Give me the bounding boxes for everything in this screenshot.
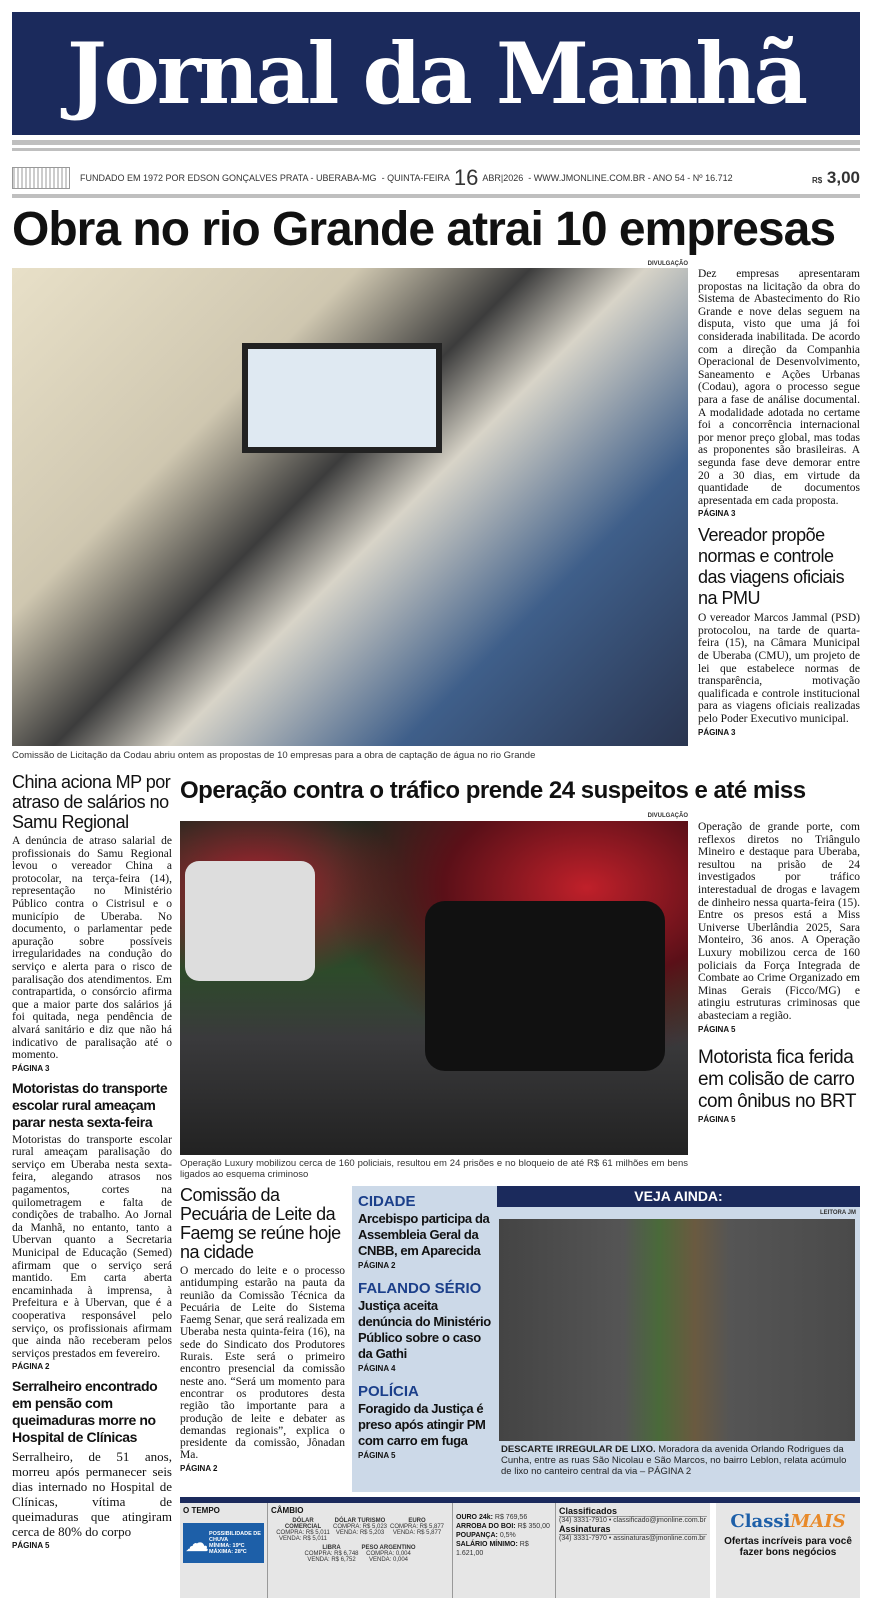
exchange-rate: DÓLAR COMERCIAL COMPRA: R$ 5,011 VENDA: R$ 5,011	[276, 1518, 330, 1542]
photo-credit: LEITORA JM	[819, 1210, 856, 1216]
lead-photo[interactable]	[12, 268, 688, 746]
operacao-caption: Operação Luxury mobilizou cerca de 160 policiais, resultou em 24 prisões e no bloqueio de até R$ 61 milhões em bens ligados ao esquema criminoso	[180, 1158, 688, 1180]
classificados-contact[interactable]: (34) 3331-7910 • classificado@jmonline.com.br	[559, 1517, 706, 1524]
veja-ainda	[497, 1186, 860, 1492]
operacao-story	[698, 821, 860, 1125]
lead-body: Dez empresas apresentaram propostas na licitação da obra do Sistema de Abastecimento do Rio Grande e nove delas seguem na disputa, visto que uma já foi considerada inabilitada. De acordo com a direção da Companhia Operacional de Desenvolvimento, Saneamento e Ações Urbanas (Codau), agora o processo segue para a fase de análise documental. A modalidade adotada no certame foi a concorrência internacional por menor preço global, mas todas as proponentes são brasileiras. A segunda fase deve demorar entre 20 a 30 dias, em virtude da quantidade de documentos apresentada em cada proposta.	[698, 268, 860, 507]
operacao-photo[interactable]	[180, 821, 688, 1155]
lead-headline[interactable]: Obra no rio Grande atrai 10 empresas	[12, 203, 836, 256]
vereador-headline[interactable]: Vereador propõe normas e controle das viagens oficiais na PMU	[698, 525, 845, 609]
rain-cloud-icon: ☁	[185, 1529, 209, 1557]
serralheiro-body: Serralheiro, de 51 anos, morreu após permanecer seis dias internado no Hospital de Clínicas, vítima de queimaduras que atingiram cerca de 80% do corpo	[12, 1449, 172, 1540]
motoristas-headline[interactable]: Motoristas do transporte escolar rural ameaçam parar nesta sexta-feira	[12, 1079, 168, 1130]
china-headline[interactable]: China aciona MP por atraso de salários no Samu Regional	[12, 772, 171, 832]
vereador-body: O vereador Marcos Jammal (PSD) protocolou, na tarde de quarta-feira (15), na Câmara Municipal de Uberaba (CMU), um projeto de lei que estabelece normas de transparência, motivação qualificada e controle institucional para as viagens oficiais realizadas pelo Poder Executivo municipal.	[698, 612, 860, 726]
china-body: A denúncia de atraso salarial de profissionais do Samu Regional levou o vereador China a protocolar, na terça-feira (14), representação no Ministério Público contra o Cistrisul e o município de Uberaba. No documento, o parlamentar pede apuração sobre possíveis irregularidades na condução do serviço e alerta para o risco de paralisação dos atendimentos. Em contrapartida, o consórcio afirma que a maior parte dos salários já foi quitada, nega pendência de alvará sanitário e diz que não há indicativo de paralisação até o momento.	[12, 835, 172, 1062]
exchange-rate: EURO COMPRA: R$ 5,877 VENDA: R$ 5,877	[389, 1518, 445, 1536]
divider	[12, 140, 860, 145]
operacao-headline[interactable]: Operação contra o tráfico prende 24 suspeitos e até miss	[180, 777, 806, 804]
footer	[180, 1503, 710, 1598]
lead-story	[698, 268, 860, 738]
page-ref[interactable]: PÁGINA 3	[698, 727, 736, 737]
exchange-rate: PESO ARGENTINO COMPRA: 0,004 VENDA: 0,004	[361, 1545, 416, 1563]
police-car	[425, 901, 665, 1071]
left-column	[12, 772, 172, 1551]
divider	[12, 194, 860, 198]
box-item[interactable]: FALANDO SÉRIO Justiça aceita denúncia do Ministério Público sobre o caso da Gathi PÁGINA 4	[358, 1280, 491, 1373]
month-year: ABR|2026	[482, 173, 524, 183]
serralheiro-headline[interactable]: Serralheiro encontrado em pensão com queimaduras morre no Hospital de Clínicas	[12, 1378, 158, 1446]
classimais-ad[interactable]: ClassiMAIS Ofertas incríveis para você fazer bons negócios	[716, 1503, 860, 1598]
police-car	[185, 861, 315, 981]
cambio: CÂMBIO DÓLAR COMERCIAL COMPRA: R$ 5,011 VENDA: R$ 5,011 DÓLAR TURISMO COMPRA: R$ 5,023 VENDA: R$ 5,203 EURO COMPRA: R$ 5,877 VENDA: R$ 5,877 LIBRA COMPRA: R$ 6,748 VENDA: R$ 6,752 PESO ARGENTINO COMPRA: 0,004 VENDA: 0,004	[268, 1503, 453, 1598]
page-ref[interactable]: PÁGINA 5	[12, 1541, 50, 1551]
indices	[453, 1503, 556, 1598]
index-item: ARROBA DO BOI: R$ 350,00	[456, 1523, 550, 1530]
veja-title: VEJA AINDA:	[497, 1186, 860, 1207]
masthead	[12, 12, 860, 135]
exchange-rate: DÓLAR TURISMO COMPRA: R$ 5,023 VENDA: R$ 5,203	[332, 1518, 388, 1536]
contacts: Classificados (34) 3331-7910 • classificado@jmonline.com.br Assinaturas (34) 3331-7970 • assinaturas@jmonline.com.br	[559, 1506, 706, 1542]
price: R$ 3,00	[811, 168, 860, 187]
photo-credit: DIVULGAÇÃO	[647, 261, 688, 267]
motorista-headline[interactable]: Motorista fica ferida em colisão de carro com ônibus no BRT	[698, 1046, 857, 1112]
index-item: OURO 24k: R$ 769,56	[456, 1514, 528, 1521]
pecuaria-story	[180, 1186, 345, 1474]
building-icon	[12, 167, 70, 189]
weekday: - QUINTA-FEIRA	[381, 173, 450, 183]
index-item: POUPANÇA: 0,5%	[456, 1532, 516, 1539]
pecuaria-body: O mercado do leite e o processo antidumping estarão na pauta da reunião da Comissão Técnica da Pecuária de Leite do Sistema Faemg Senar, que será realizada em Uberaba nesta quinta-feira (16), na sede do Sindicato dos Produtores Rurais. Este será o primeiro encontro presencial da comissão neste ano. “Será um momento para encontrar os produtores desta região tão importante para a produção de leite e debater as demandas regionais”, explica o presidente da comissão, Jônadan Ma.	[180, 1265, 345, 1462]
site-text[interactable]: - WWW.JMONLINE.COM.BR - ANO 54 - Nº 16.712	[528, 173, 733, 183]
founded-text: FUNDADO EM 1972 POR EDSON GONÇALVES PRATA - UBERABA-MG	[80, 173, 377, 183]
assinaturas-contact[interactable]: (34) 3331-7970 • assinaturas@jmonline.com.br	[559, 1535, 706, 1542]
page-ref[interactable]: PÁGINA 5	[698, 1114, 736, 1124]
weather: O TEMPO ☁ POSSIBILIDADE DE CHUVA MÍNIMA: 19ºC MÁXIMA: 28ºC	[180, 1503, 268, 1598]
info-strip	[12, 164, 860, 192]
box-item[interactable]: CIDADE Arcebispo participa da Assembleia Geral da CNBB, em Aparecida PÁGINA 2	[358, 1193, 490, 1270]
masthead-title: Jornal da Manhã	[66, 24, 806, 123]
operacao-body: Operação de grande porte, com reflexos diretos no Triângulo Mineiro e destaque para Uberaba, resultou na prisão de 24 investigados por tráfico interestadual de drogas e lavagem de dinheiro nessa quarta-feira (15). Entre os presos está a Miss Universe Uberlândia 2025, Sara Monteiro, 36 anos. A Operação Luxury mobilizou cerca de 160 policiais da Força Integrada de Combate ao Crime Organizado em Minas Gerais (Ficco/MG) e atingiu estruturas criminosas que abasteciam a região.	[698, 821, 860, 1022]
page-ref[interactable]: PÁGINA 5	[698, 1024, 736, 1034]
page-ref[interactable]: PÁGINA 2	[12, 1362, 50, 1372]
exchange-rate: LIBRA COMPRA: R$ 6,748 VENDA: R$ 6,752	[304, 1545, 359, 1563]
veja-caption: DESCARTE IRREGULAR DE LIXO. Moradora da avenida Orlando Rodrigues da Cunha, entre as ruas São Nicolau e São Marcos, no bairro Leblon, relata acúmulo de lixo no canteiro central da via – PÁGINA 2	[501, 1444, 847, 1477]
day: 16	[453, 165, 479, 190]
pecuaria-headline[interactable]: Comissão da Pecuária de Leite da Faemg se reúne hoje na cidade	[180, 1185, 341, 1262]
page-ref[interactable]: PÁGINA 3	[698, 509, 736, 519]
lixo-photo[interactable]	[499, 1219, 855, 1441]
divider	[12, 148, 860, 151]
lead-caption: Comissão de Licitação da Codau abriu ontem as propostas de 10 empresas para a obra de captação de água no rio Grande	[12, 750, 536, 761]
motoristas-body: Motoristas do transporte escolar rural ameaçam paralisação do serviço em Uberaba nesta sexta-feira, alegando atrasos nos pagamentos, cortes na quilometragem e falta de condições de trabalho. Ao Jornal da Manhã, no entanto, tanto a Ubervan quanto a Secretaria Municipal de Educação (Semed) afirmam que o serviço será mantido. Em carta aberta encaminhada à imprensa, à Prefeitura e à Ubervan, que é a cooperativa responsável pelo serviço, os profissionais afirmam que ainda não receberam pelos serviços prestados em fevereiro.	[12, 1133, 172, 1360]
page-ref[interactable]: PÁGINA 3	[12, 1063, 50, 1073]
page-ref[interactable]: PÁGINA 2	[180, 1463, 218, 1473]
box-item[interactable]: POLÍCIA Foragido da Justiça é preso após atingir PM com carro em fuga PÁGINA 5	[358, 1383, 486, 1460]
screen	[242, 343, 442, 453]
index-item: SALÁRIO MÍNIMO: R$ 1.621,00	[456, 1541, 529, 1557]
sections-box	[352, 1186, 497, 1492]
photo-credit: DIVULGAÇÃO	[647, 813, 688, 819]
